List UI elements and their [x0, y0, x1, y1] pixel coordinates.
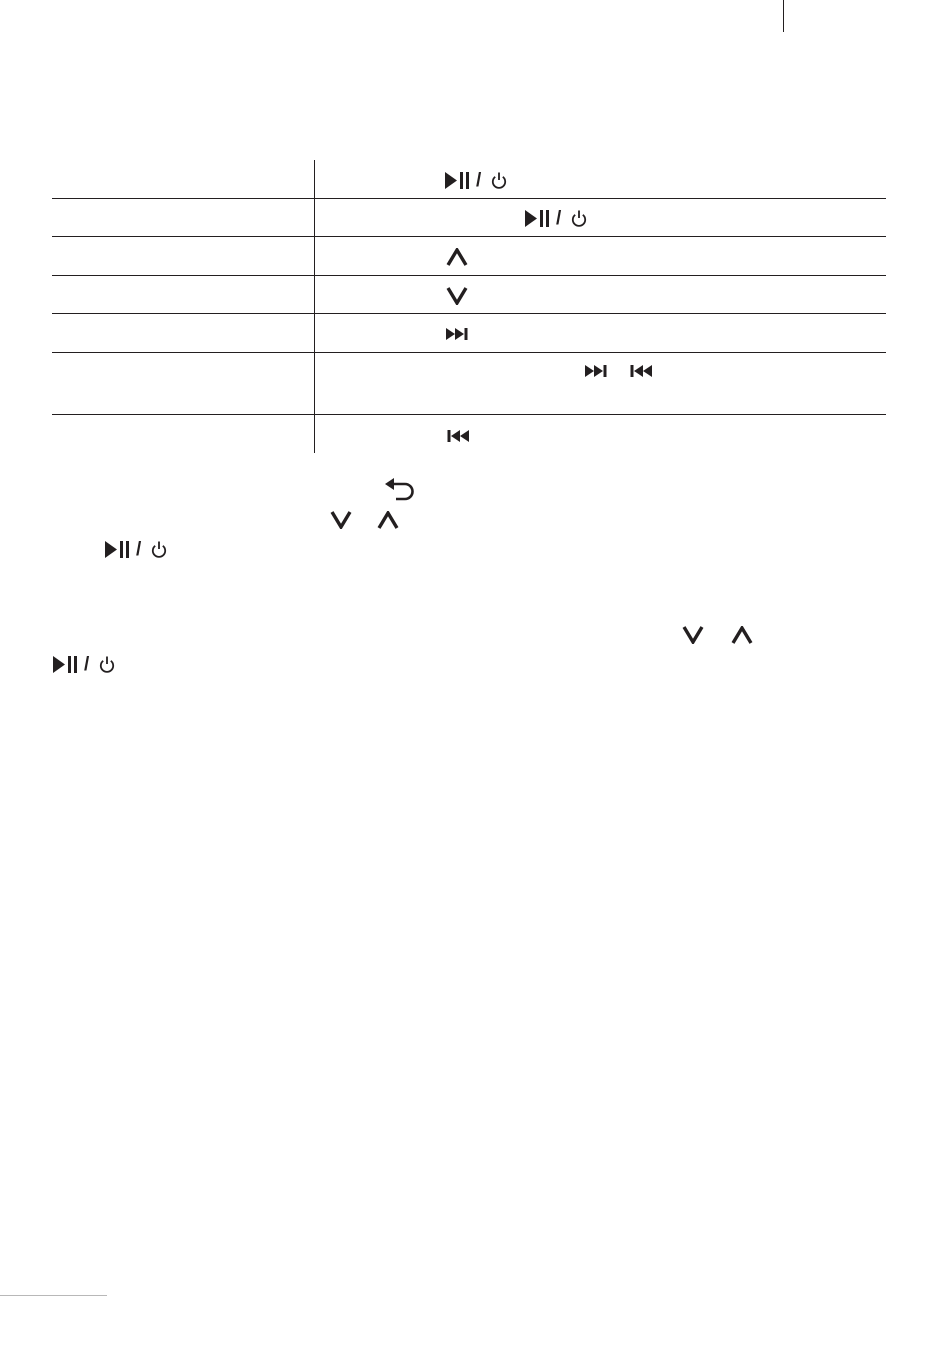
table-row-divider	[52, 414, 886, 415]
back-arrow-icon	[384, 477, 418, 501]
play-pause-icon	[53, 655, 79, 674]
skip-previous-icon	[629, 364, 652, 378]
chevron-down-icon	[446, 287, 468, 305]
table-row-divider	[52, 236, 886, 237]
table-column-divider	[314, 160, 315, 453]
separator-slash: /	[136, 539, 142, 560]
separator-slash: /	[84, 654, 90, 675]
table-row-divider	[52, 352, 886, 353]
table-row-divider	[52, 313, 886, 314]
chevron-down-icon	[682, 626, 704, 644]
crop-mark	[783, 0, 784, 32]
separator-slash: /	[556, 208, 562, 229]
skip-next-icon	[446, 327, 469, 341]
power-icon	[490, 171, 508, 190]
chevron-up-icon	[731, 626, 753, 644]
chevron-up-icon	[446, 248, 468, 266]
chevron-down-icon	[330, 511, 352, 529]
separator-slash: /	[476, 170, 482, 191]
table-row-divider	[52, 198, 886, 199]
play-pause-icon	[105, 540, 131, 559]
play-pause-icon	[525, 209, 551, 228]
skip-previous-icon	[446, 429, 469, 443]
power-icon	[150, 540, 168, 559]
power-icon	[570, 209, 588, 228]
power-icon	[98, 655, 116, 674]
chevron-up-icon	[377, 511, 399, 529]
play-pause-icon	[445, 171, 471, 190]
table-row-divider	[52, 275, 886, 276]
skip-next-icon	[585, 364, 608, 378]
footer-rule	[0, 1295, 107, 1296]
